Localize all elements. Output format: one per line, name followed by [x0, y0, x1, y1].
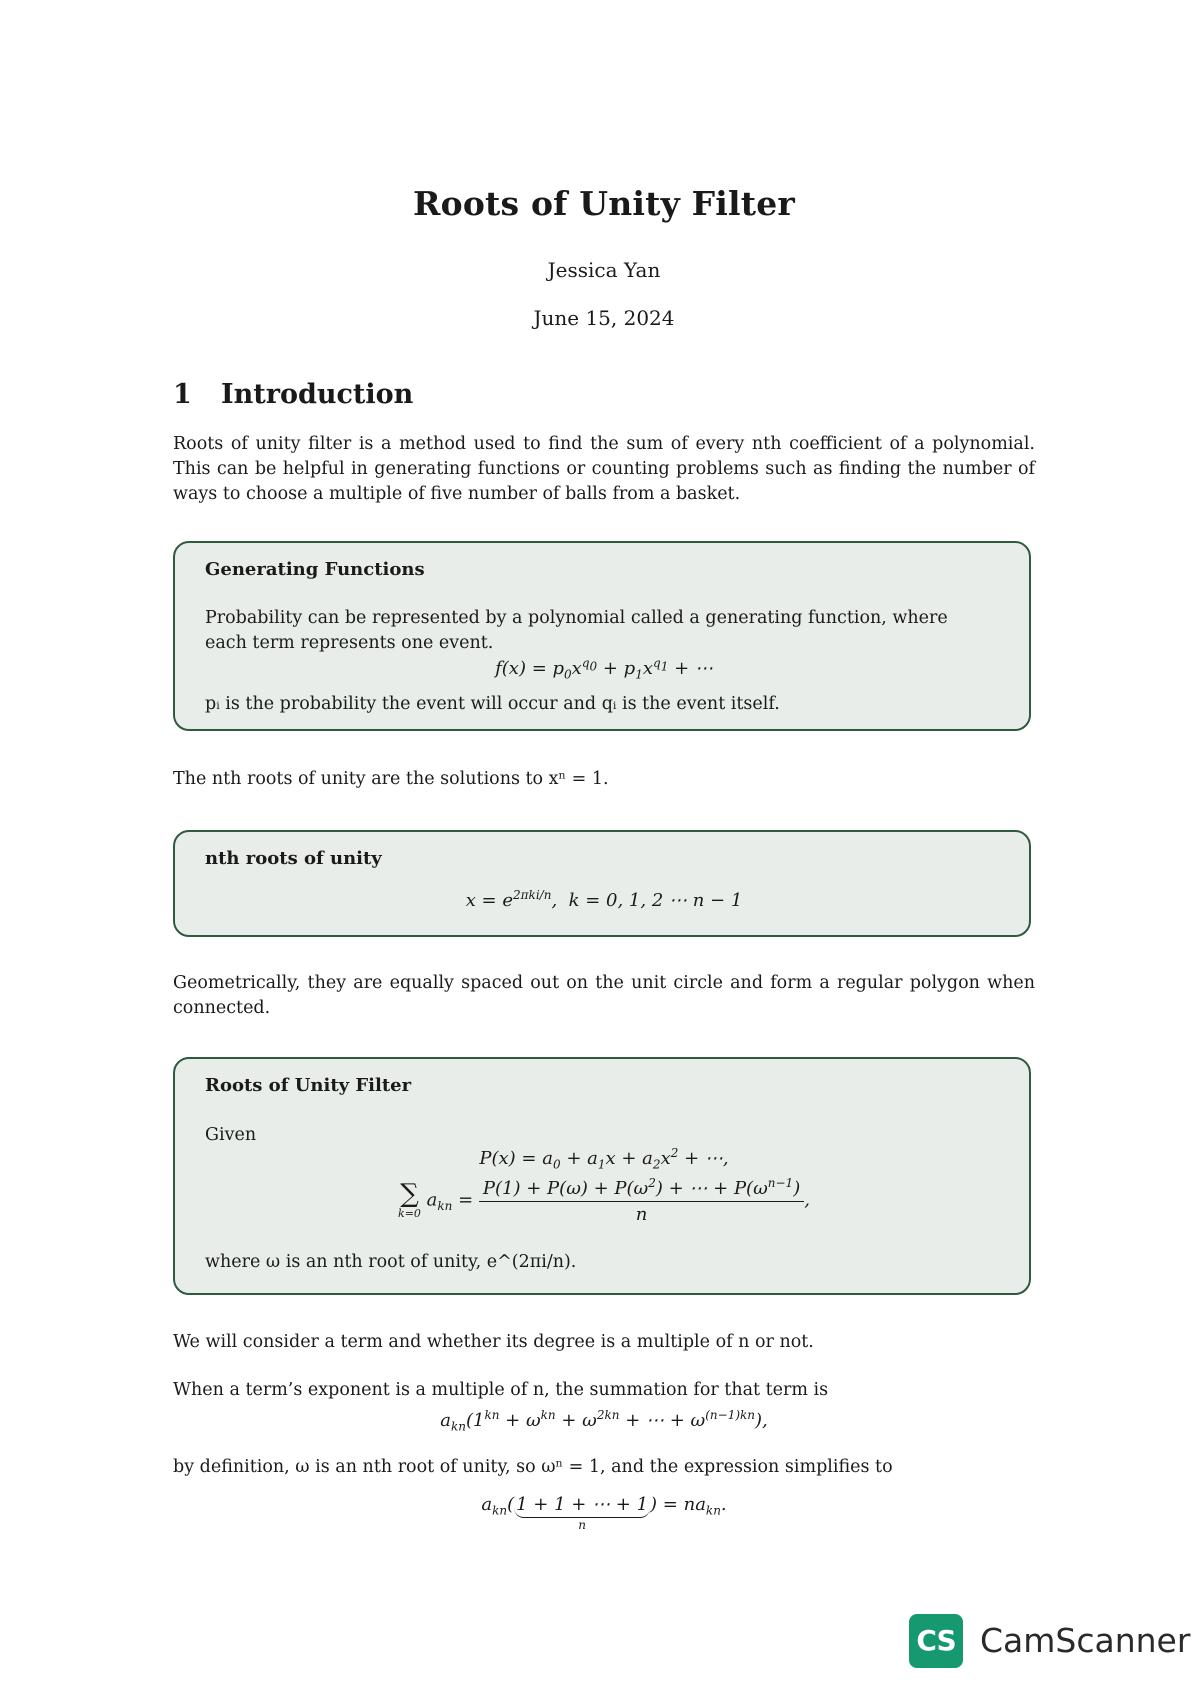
summation-symbol: ∑ k=0 — [398, 1179, 421, 1220]
multiple-paragraph: When a term’s exponent is a multiple of n, the summation for that term is — [173, 1380, 829, 1400]
box-title: Generating Functions — [205, 559, 425, 580]
filter-equation: ∑ k=0 $a_{kn}$ = $\frac{P(1) + P(\omega) + P(\omega^2) + \cdots + P(\omega^{n-1})}{n}$ , — [398, 1176, 810, 1225]
simplified-equation: $a_{kn}$( 1 + 1 + ⋯ + 1 n ) = $na_{kn}$. — [481, 1494, 727, 1532]
polynomial-equation: $P(x) = a_0 + a_1x + a_2x^2$ + ⋯, — [479, 1146, 729, 1172]
generating-functions-box — [173, 541, 1031, 731]
date: June 15, 2024 — [533, 306, 675, 330]
section-title: Introduction — [221, 379, 414, 410]
box-text: Probability can be represented by a polynomial called a generating function, where each term represents one event. — [205, 608, 948, 653]
roots-of-unity-filter-box — [173, 1057, 1031, 1295]
author: Jessica Yan — [547, 258, 661, 282]
box-given: Given — [205, 1125, 257, 1145]
roots-equation: $x = e^{2\pi ki/n}$, k = 0, 1, 2 ⋯ n − 1 — [465, 888, 743, 911]
nth-roots-paragraph: The nth roots of unity are the solutions to xⁿ = 1. — [173, 769, 609, 789]
section-number: 1 — [173, 379, 192, 410]
generating-function-equation: $f(x) = p_0x^{q_0} + p_1x^{q_1}$ + ⋯ — [495, 656, 713, 682]
summation-term-equation: $a_{kn}(1^{kn} + \omega^{kn} + \omega^{2kn}$ + ⋯ + $\omega^{(n-1)kn}$), — [440, 1408, 768, 1434]
geometric-paragraph: Geometrically, they are equally spaced out on the unit circle and form a regular polygon when connected. — [173, 973, 1035, 1018]
camscanner-watermark: CamScanner — [980, 1621, 1191, 1660]
definition-paragraph: by definition, ω is an nth root of unity, so ωⁿ = 1, and the expression simplifies to — [173, 1457, 893, 1477]
box-footer: where ω is an nth root of unity, e^(2πi/n). — [205, 1252, 577, 1272]
consider-paragraph: We will consider a term and whether its degree is a multiple of n or not. — [173, 1332, 814, 1352]
nth-roots-box — [173, 830, 1031, 937]
box-footer: pᵢ is the probability the event will occur and qᵢ is the event itself. — [205, 694, 780, 714]
box-title: nth roots of unity — [205, 848, 382, 869]
paper-title: Roots of Unity Filter — [413, 184, 795, 223]
camscanner-logo-icon: CS — [909, 1614, 963, 1668]
filter-fraction: $\frac{P(1) + P(\omega) + P(\omega^2) + \cdots + P(\omega^{n-1})}{n}$ — [479, 1176, 804, 1225]
box-title: Roots of Unity Filter — [205, 1075, 412, 1096]
section-heading — [173, 379, 413, 410]
intro-paragraph: Roots of unity filter is a method used to find the sum of every nth coefficient of a polynomial. This can be helpful in generating functions or counting problems such as finding the number of ways to choose a multiple of five number of balls from a basket. — [173, 434, 1035, 504]
underbrace: 1 + 1 + ⋯ + 1 n — [516, 1494, 649, 1532]
